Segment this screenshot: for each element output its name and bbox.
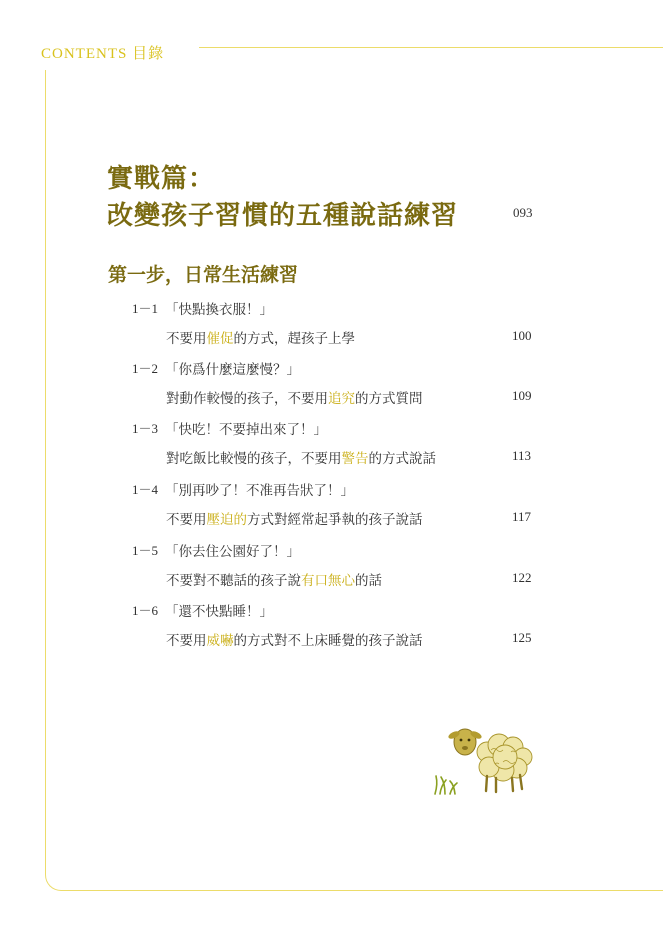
desc-text: 的方式對不上床睡覺的孩子說話 (233, 633, 423, 649)
header-rule (199, 47, 663, 48)
toc-entry[interactable] (0, 540, 663, 600)
entry-number: 1－3 (132, 421, 159, 436)
desc-text: 不要用 (166, 512, 207, 528)
desc-highlight: 壓迫的 (206, 512, 247, 528)
entry-page-number: 117 (512, 509, 532, 524)
part-page-number: 093 (513, 205, 533, 220)
toc-entry[interactable] (0, 418, 663, 478)
toc-entry[interactable] (0, 600, 663, 660)
entry-page-number: 122 (512, 570, 532, 585)
desc-text: 的方式，趕孩子上學 (233, 331, 355, 347)
entry-description (166, 327, 355, 347)
entry-title: 「快點換衣服！」 (165, 302, 273, 318)
contents-header-label: CONTENTS 目錄 (41, 46, 165, 62)
toc-entry[interactable] (0, 358, 663, 418)
desc-text: 的話 (355, 573, 382, 589)
desc-text: 方式對經常起爭執的孩子說話 (247, 512, 423, 528)
entry-description (166, 629, 423, 649)
desc-highlight: 催促 (206, 331, 234, 347)
entry-page-number: 125 (512, 630, 532, 645)
entry-number: 1－1 (132, 301, 159, 316)
entry-description (166, 508, 423, 528)
desc-highlight: 有口無心 (301, 573, 355, 589)
desc-text: 的方式質問 (355, 391, 423, 407)
desc-text: 不要用 (166, 331, 207, 347)
entry-title: 「別再吵了！不准再告狀了！」 (165, 483, 354, 499)
entry-description (166, 387, 423, 407)
desc-text: 對吃飯比較慢的孩子，不要用 (166, 451, 342, 467)
step-title: 第一步，日常生活練習 (108, 264, 299, 286)
toc-entry[interactable] (0, 479, 663, 539)
entry-title: 「你去住公園好了！」 (165, 544, 300, 560)
entry-number: 1－4 (132, 482, 159, 497)
entry-page-number: 109 (512, 388, 532, 403)
entry-description (166, 569, 382, 589)
toc-entry[interactable] (0, 298, 663, 358)
entry-title: 「快吃！不要掉出來了！」 (165, 422, 327, 438)
entry-page-number: 113 (512, 448, 532, 463)
sheep-icon (425, 712, 545, 798)
entry-page-number: 100 (512, 328, 532, 343)
entry-title: 「還不快點睡！」 (165, 604, 273, 620)
desc-text: 的方式說話 (368, 451, 436, 467)
entry-number: 1－2 (132, 361, 159, 376)
desc-text: 不要用 (166, 633, 207, 649)
entry-title: 「你爲什麼這麼慢？」 (165, 362, 300, 378)
desc-text: 對動作較慢的孩子，不要用 (166, 391, 328, 407)
part-title-line2: 改變孩子習慣的五種說話練習 (107, 201, 459, 231)
desc-highlight: 威嚇 (206, 633, 234, 649)
entry-number: 1－5 (132, 543, 159, 558)
grass-icon (435, 776, 457, 794)
desc-highlight: 追究 (328, 391, 355, 407)
entry-number: 1－6 (132, 603, 159, 618)
part-title-line1: 實戰篇： (107, 164, 216, 194)
desc-text: 不要對不聽話的孩子說 (166, 573, 301, 589)
desc-highlight: 警告 (341, 451, 369, 467)
entry-description (166, 447, 436, 467)
